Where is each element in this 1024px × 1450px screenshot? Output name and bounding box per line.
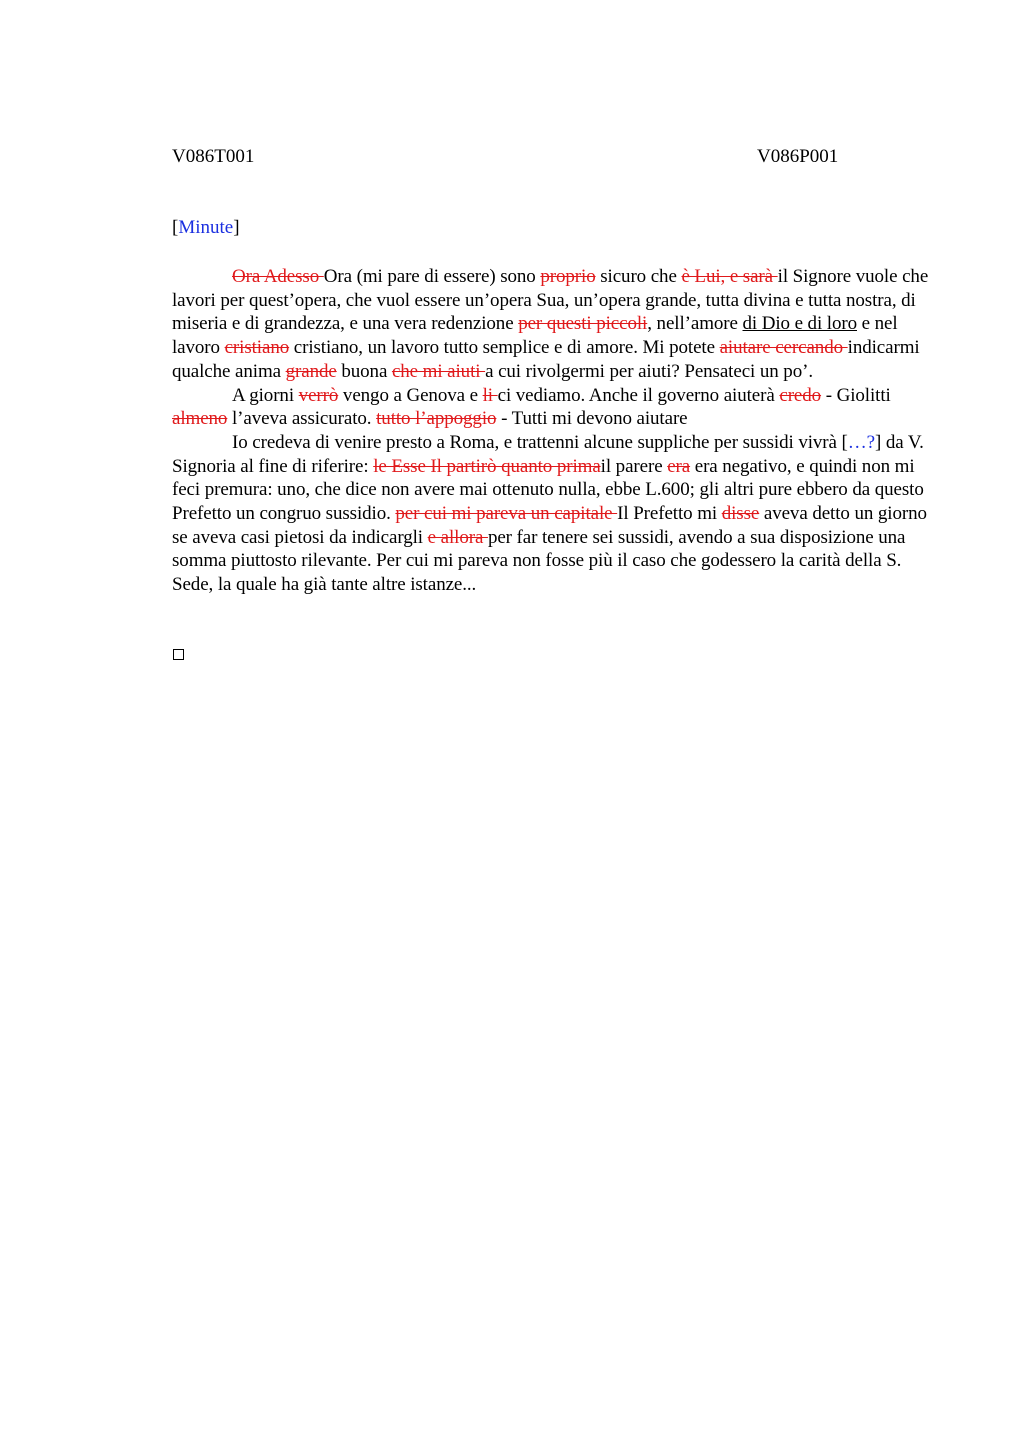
body-text: vengo a Genova e [338,384,483,406]
body-text: e nel lavoro [172,313,898,359]
bracket-close: ] [233,217,240,238]
body-text: era negativo, e quindi non mi feci premura: uno, che dice non avere mai ottenuto nulla, ebbe L.600; gli altri pure ebbero da questo Prefetto un congruo sussidio. [172,455,924,525]
body-text: indicarmi qualche anima [172,337,920,382]
body-text: a cui rivolgermi per aiuti? Pensateci un po’. [485,360,813,382]
body-text: A giorni [232,384,299,406]
deleted-text: credo [779,384,822,406]
body-text: Ora (mi pare di essere) sono [323,266,541,287]
bracket-open: [ [841,431,848,453]
deleted-text: per questi piccoli [518,313,648,335]
paragraph-2 [172,384,932,431]
deleted-text: aiutare cercando [719,337,848,359]
paragraph-3 [172,431,932,597]
letter-body [172,265,932,597]
deleted-text: grande [285,360,337,382]
body-text: per far tenere sei sussidi, avendo a sua disposizione una somma piuttosto rilevante. Per cui mi pareva non fosse più il caso che godessero la carità della S. Sede, la quale ha già tante altre istanze... [172,526,906,596]
illegible-marker: …? [847,431,875,453]
deleted-text: verrò [298,384,339,406]
underlined-text: di Dio e di loro [742,313,857,335]
body-text: - Giolitti [821,384,891,406]
deleted-text: e allora [427,526,488,548]
body-text: da V. Signoria al fine di riferire: [172,431,924,477]
section-label [172,217,240,239]
deleted-text: almeno [172,408,228,430]
body-text: l’aveva assicurato. [227,408,377,430]
deleted-text: che mi aiuti [391,360,486,382]
deleted-text: cristiano [224,337,290,359]
deleted-text: Ora Adesso [232,266,324,287]
deleted-text: disse [721,503,760,525]
bracket-open: [ [172,217,179,238]
right-reference-code: V086P001 [757,146,839,167]
deleted-text: per cui mi pareva un capitale [395,503,618,525]
bracket-close: ] [875,431,882,453]
deleted-text: li [482,384,498,406]
body-text: il parere [600,455,668,477]
section-label-text: Minute [178,217,234,238]
left-reference-code: V086T001 [172,146,255,167]
body-text: cristiano, un lavoro tutto semplice e di amore. Mi potete [289,337,720,359]
paragraph-1 [172,265,932,384]
deleted-text: è Lui, e sarà [681,266,778,287]
deleted-text: era [667,455,691,477]
body-text: il Signore vuole che lavori per quest’opera, che vuol essere un’opera Sua, un’opera grande, tutta divina e tutta nostra, di miseria e di grandezza, e una vera redenzione [172,266,929,335]
deleted-text: tutto l’appoggio [376,408,497,430]
deleted-text: le Esse Il partirò quanto prima [373,455,601,477]
square-outline-icon [173,649,184,660]
body-text: ci vediamo. Anche il governo aiuterà [497,384,780,406]
body-text: , nell’amore [647,313,743,335]
body-text: aveva detto un giorno se aveva casi pietosi da indicargli [172,503,927,548]
body-text: sicuro che [595,266,682,287]
body-text: Il Prefetto mi [617,503,722,525]
deleted-text: proprio [540,266,596,287]
body-text: buona [336,360,392,382]
body-text: - Tutti mi devono aiutare [496,408,688,430]
body-text: Io credeva di venire presto a Roma, e trattenni alcune suppliche per sussidi vivrà [232,431,842,453]
